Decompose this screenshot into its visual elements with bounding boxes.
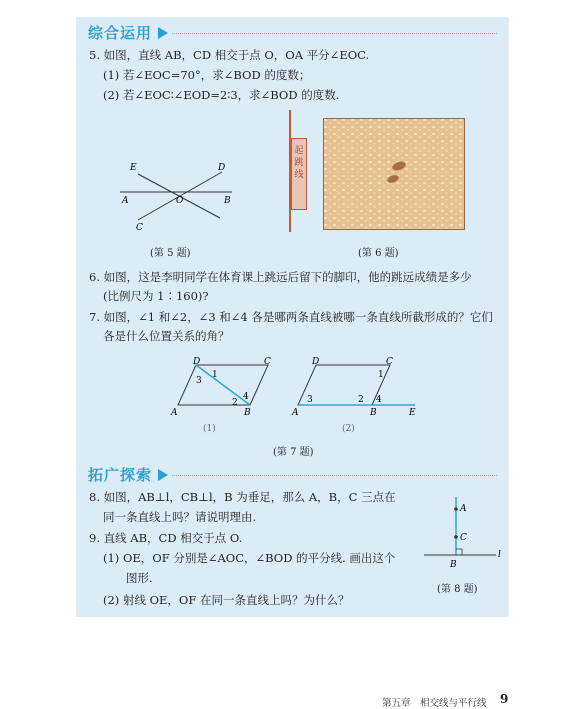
problem-9-part-2: (2) 射线 OE，OF 在同一条直线上吗？为什么？ bbox=[103, 593, 350, 607]
section-title-comprehensive: 综合运用 bbox=[88, 24, 153, 42]
fig7b-label-A: A bbox=[292, 408, 299, 418]
figure-6-caption: (第 6 题) bbox=[358, 248, 399, 259]
figure-7-caption: (第 7 题) bbox=[273, 447, 314, 458]
board-char-2: 跳 bbox=[294, 158, 304, 168]
fig7a-angle-2: 2 bbox=[232, 398, 238, 408]
fig7a-label-C: C bbox=[264, 357, 271, 367]
fig8-label-l: l bbox=[498, 550, 501, 560]
section-title-extension: 拓广探索 bbox=[88, 466, 153, 484]
problem-5-part-1: (1) 若∠EOC=70°，求∠BOD 的度数； bbox=[103, 68, 311, 82]
board-char-1: 起 bbox=[294, 146, 304, 156]
page-number: 9 bbox=[500, 692, 509, 706]
fig5-label-A: A bbox=[122, 196, 129, 206]
sand-pit bbox=[323, 118, 465, 230]
problem-9-part-1b: 图形. bbox=[126, 571, 153, 585]
figure-8-diagram bbox=[420, 493, 505, 573]
problem-8-line-2: 同一条直线上吗？请说明理由. bbox=[103, 510, 257, 524]
fig7a-label-A: A bbox=[171, 408, 178, 418]
section-arrow-icon bbox=[158, 27, 168, 39]
fig5-label-C: C bbox=[136, 223, 143, 233]
figure-7-sub-1: (1) bbox=[203, 424, 216, 434]
fig7b-label-C: C bbox=[386, 357, 393, 367]
fig8-label-A: A bbox=[460, 504, 467, 514]
problem-9-stem: 9. 直线 AB，CD 相交于点 O. bbox=[89, 531, 243, 545]
problem-7-line-1: 7. 如图，∠1 和∠2，∠3 和∠4 各是哪两条直线被哪一条直线所截形成的？它们 bbox=[89, 310, 493, 324]
section-arrow-icon bbox=[158, 469, 168, 481]
problem-6-line-2: (比例尺为 1∶160)? bbox=[103, 289, 209, 303]
section-divider bbox=[172, 33, 497, 34]
fig7b-label-D: D bbox=[312, 357, 320, 367]
problem-5-part-2: (2) 若∠EOC∶∠EOD=2∶3，求∠BOD 的度数. bbox=[103, 88, 340, 102]
fig7b-label-B: B bbox=[370, 408, 377, 418]
problem-6-line-1: 6. 如图，这是李明同学在体育课上跳远后留下的脚印，他的跳远成绩是多少 bbox=[89, 270, 472, 284]
takeoff-board bbox=[291, 138, 307, 210]
fig8-label-C: C bbox=[460, 533, 467, 543]
figure-5-diagram bbox=[110, 150, 250, 240]
problem-7-line-2: 各是什么位置关系的角？ bbox=[103, 329, 230, 343]
fig5-label-E: E bbox=[130, 163, 137, 173]
fig7b-angle-4: 4 bbox=[376, 395, 382, 405]
chapter-footer: 第五章 相交线与平行线 bbox=[382, 698, 487, 709]
section-divider bbox=[172, 475, 497, 476]
fig7b-label-E: E bbox=[409, 408, 416, 418]
problem-9-part-1a: (1) OE，OF 分别是∠AOC，∠BOD 的平分线. 画出这个 bbox=[103, 551, 396, 565]
fig7b-angle-1: 1 bbox=[378, 370, 384, 380]
fig7b-angle-2: 2 bbox=[358, 395, 364, 405]
board-char-3: 线 bbox=[294, 170, 304, 180]
fig7a-label-D: D bbox=[193, 357, 201, 367]
fig5-label-B: B bbox=[224, 196, 231, 206]
problem-5-stem: 5. 如图，直线 AB，CD 相交于点 O，OA 平分∠EOC. bbox=[89, 48, 370, 62]
figure-5-caption: (第 5 题) bbox=[150, 248, 191, 259]
fig7a-angle-4: 4 bbox=[243, 392, 249, 402]
fig8-label-B: B bbox=[450, 560, 457, 570]
problem-8-line-1: 8. 如图，AB⊥l，CB⊥l，B 为垂足，那么 A，B，C 三点在 bbox=[89, 490, 396, 504]
fig7b-angle-3: 3 bbox=[307, 395, 313, 405]
fig7a-angle-3: 3 bbox=[196, 376, 202, 386]
figure-8-caption: (第 8 题) bbox=[437, 584, 478, 595]
figure-7-part-2 bbox=[290, 355, 420, 420]
fig7a-label-B: B bbox=[244, 408, 251, 418]
figure-7-part-1 bbox=[168, 355, 278, 420]
figure-7-sub-2: (2) bbox=[342, 424, 355, 434]
fig7a-angle-1: 1 bbox=[212, 370, 218, 380]
fig5-label-D: D bbox=[218, 163, 226, 173]
fig5-label-O: O bbox=[176, 196, 184, 206]
